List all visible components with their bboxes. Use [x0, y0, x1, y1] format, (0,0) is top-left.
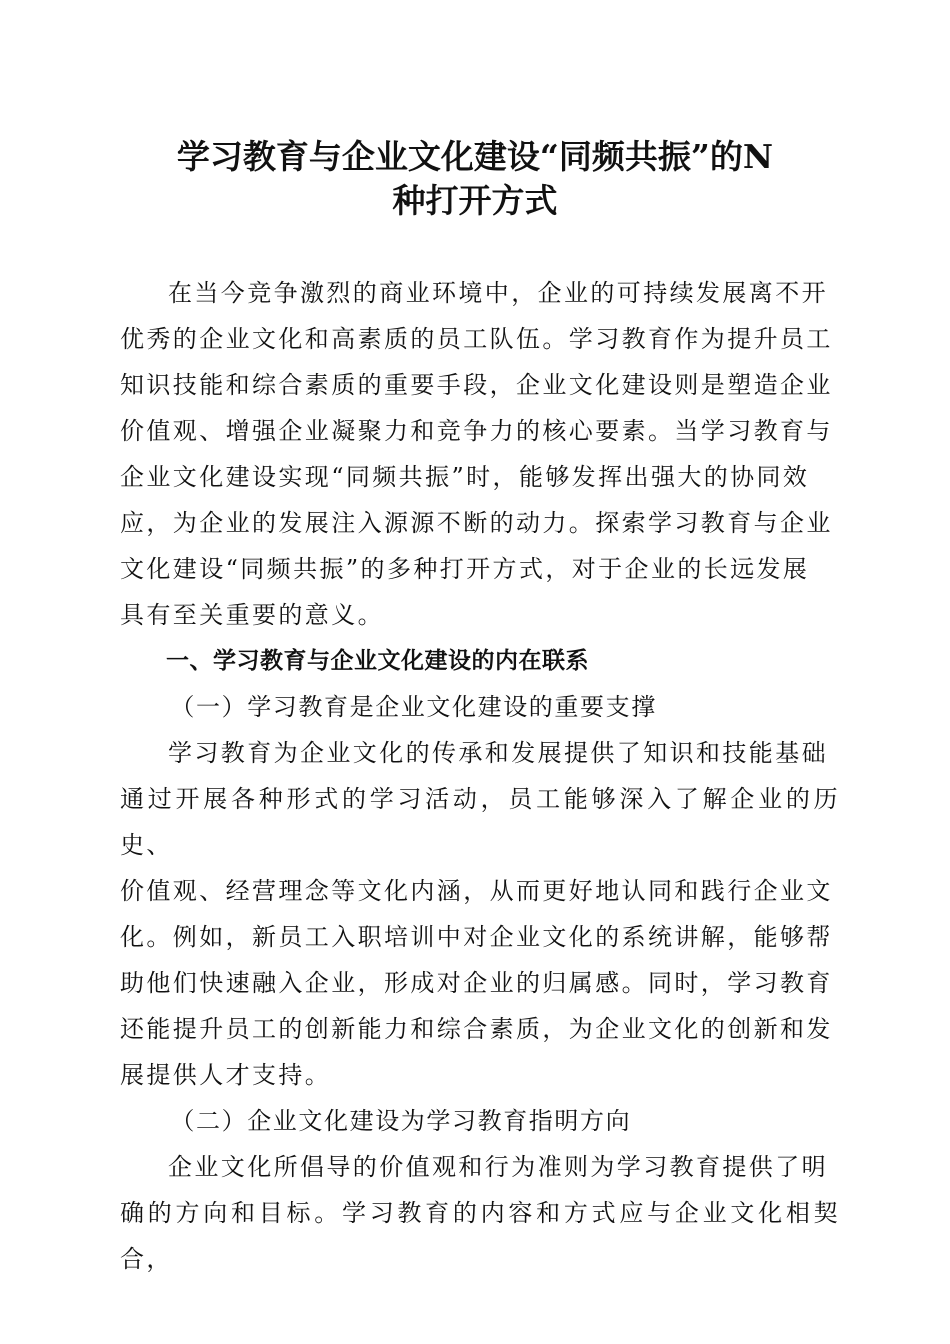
- subsection-heading-1: （一）学习教育是企业文化建设的重要支撑: [170, 693, 657, 721]
- text-line: 在当今竞争激烈的商业环境中，企业的可持续发展离不开: [168, 279, 828, 307]
- text-line: 价值观、增强企业凝聚力和竞争力的核心要素。当学习教育与: [120, 417, 833, 445]
- text-line: 应，为企业的发展注入源源不断的动力。探索学习教育与企业: [120, 509, 833, 537]
- text-line: 优秀的企业文化和高素质的员工队伍。学习教育作为提升员工: [120, 325, 833, 353]
- document-body: [120, 270, 840, 1282]
- text-line: 通过开展各种形式的学习活动，员工能够深入了解企业的历史、: [120, 785, 840, 859]
- text-line: 文化建设“同频共振”的多种打开方式，对于企业的长远发展: [120, 555, 810, 583]
- text-line: 化。例如，新员工入职培训中对企业文化的系统讲解，能够帮: [120, 923, 833, 951]
- text-line: 展提供人才支持。: [120, 1061, 332, 1089]
- text-line: 学习教育为企业文化的传承和发展提供了知识和技能基础: [168, 739, 828, 767]
- section-heading-1: 一、学习教育与企业文化建设的内在联系: [166, 648, 589, 674]
- text-line: 确的方向和目标。学习教育的内容和方式应与企业文化相契合，: [120, 1199, 840, 1273]
- text-line: 具有至关重要的意义。: [120, 601, 384, 629]
- text-line: 助他们快速融入企业，形成对企业的归属感。同时，学习教育: [120, 969, 833, 997]
- text-line: 企业文化建设实现“同频共振”时，能够发挥出强大的协同效: [120, 463, 810, 491]
- title-line-1: 学习教育与企业文化建设“同频共振”的N: [176, 137, 774, 176]
- subsection-2-paragraph: [120, 1144, 840, 1282]
- document-title: [100, 135, 850, 223]
- text-line: 还能提升员工的创新能力和综合素质，为企业文化的创新和发: [120, 1015, 833, 1043]
- text-line: 知识技能和综合素质的重要手段，企业文化建设则是塑造企业: [120, 371, 833, 399]
- text-line: 价值观、经营理念等文化内涵，从而更好地认同和践行企业文: [120, 877, 833, 905]
- subsection-heading-2: （二）企业文化建设为学习教育指明方向: [170, 1107, 632, 1135]
- subsection-1-paragraph: [120, 730, 840, 1098]
- title-line-2: 种打开方式: [392, 181, 558, 220]
- intro-paragraph: [120, 270, 840, 638]
- text-line: 企业文化所倡导的价值观和行为准则为学习教育提供了明: [168, 1153, 828, 1181]
